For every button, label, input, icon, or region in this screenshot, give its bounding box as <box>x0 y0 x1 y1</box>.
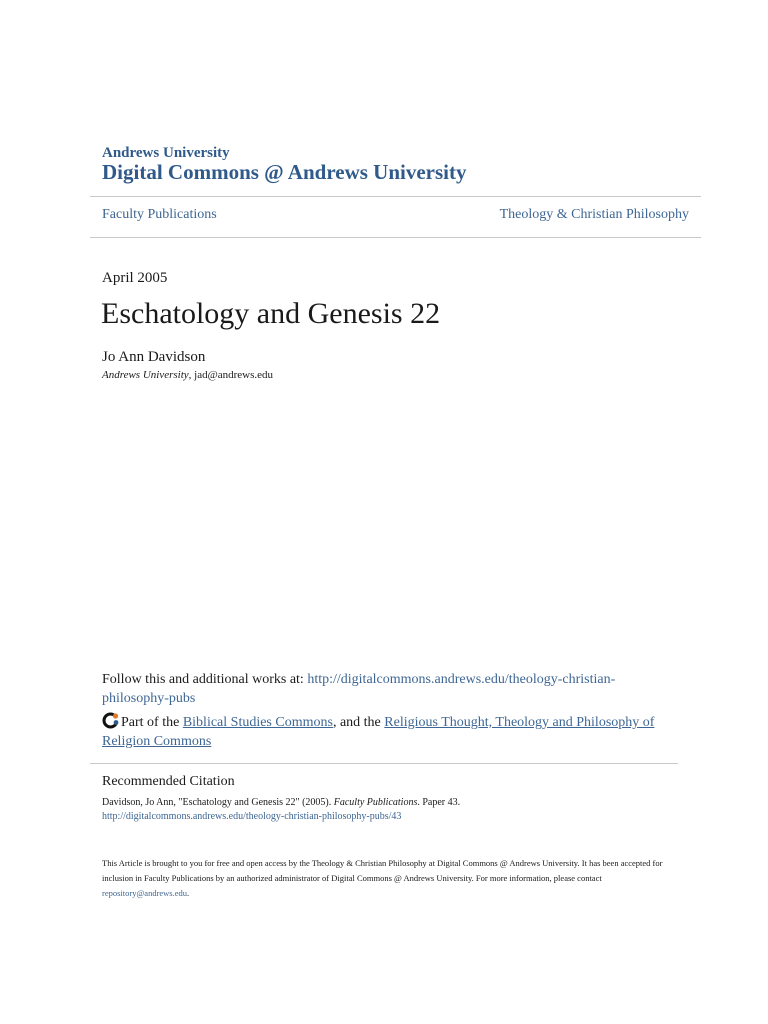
citation-text-suffix: . Paper 43. <box>417 797 461 808</box>
institution-name: Andrews University <box>102 145 230 161</box>
publication-date: April 2005 <box>102 270 168 286</box>
citation-text <box>102 796 460 810</box>
author-email: , jad@andrews.edu <box>188 369 274 381</box>
site-name-link[interactable]: Digital Commons @ Andrews University <box>102 160 467 184</box>
affiliation-name: Andrews University <box>102 369 189 381</box>
follow-line <box>102 670 662 708</box>
breadcrumb-faculty-publications[interactable]: Faculty Publications <box>102 207 217 222</box>
religious-thought-commons-link[interactable]: Religious Thought, Theology and Philosophy of Religion Commons <box>102 715 655 749</box>
author-name: Jo Ann Davidson <box>102 349 206 365</box>
notice-suffix: . <box>187 888 190 898</box>
citation-journal: Faculty Publications <box>333 797 418 808</box>
citation-rule <box>90 763 678 764</box>
repository-email-link[interactable]: repository@andrews.edu <box>102 888 188 898</box>
citation-block <box>102 796 460 824</box>
citation-url-link[interactable]: http://digitalcommons.andrews.edu/theology-christian-philosophy-pubs/43 <box>102 811 402 822</box>
article-title: Eschatology and Genesis 22 <box>101 297 441 330</box>
breadcrumb-theology[interactable]: Theology & Christian Philosophy <box>499 207 689 222</box>
follow-prefix: Follow this and additional works at: <box>102 672 308 687</box>
part-of-line <box>102 712 672 751</box>
part-of-prefix: Part of the <box>121 715 183 730</box>
header-rule-top <box>90 196 701 197</box>
author-affiliation <box>102 369 273 381</box>
part-of-middle: , and the <box>332 715 385 730</box>
access-notice <box>102 856 682 901</box>
follow-url-link[interactable]: http://digitalcommons.andrews.edu/theology-christian-philosophy-pubs <box>102 672 616 706</box>
commons-network-icon <box>102 712 119 729</box>
citation-text-prefix: Davidson, Jo Ann, "Eschatology and Genesis 22" (2005). <box>102 797 334 808</box>
citation-heading: Recommended Citation <box>102 774 235 789</box>
header-rule-bottom <box>90 237 701 238</box>
notice-text: This Article is brought to you for free and open access by the Theology & Christian Philosophy at Digital Commons @ Andrews University. It has been accepted for inclusion in Faculty Publications by an authorized administrator of Digital Commons @ Andrews University. For more information, please contact <box>102 858 663 883</box>
biblical-studies-commons-link[interactable]: Biblical Studies Commons <box>182 715 333 730</box>
